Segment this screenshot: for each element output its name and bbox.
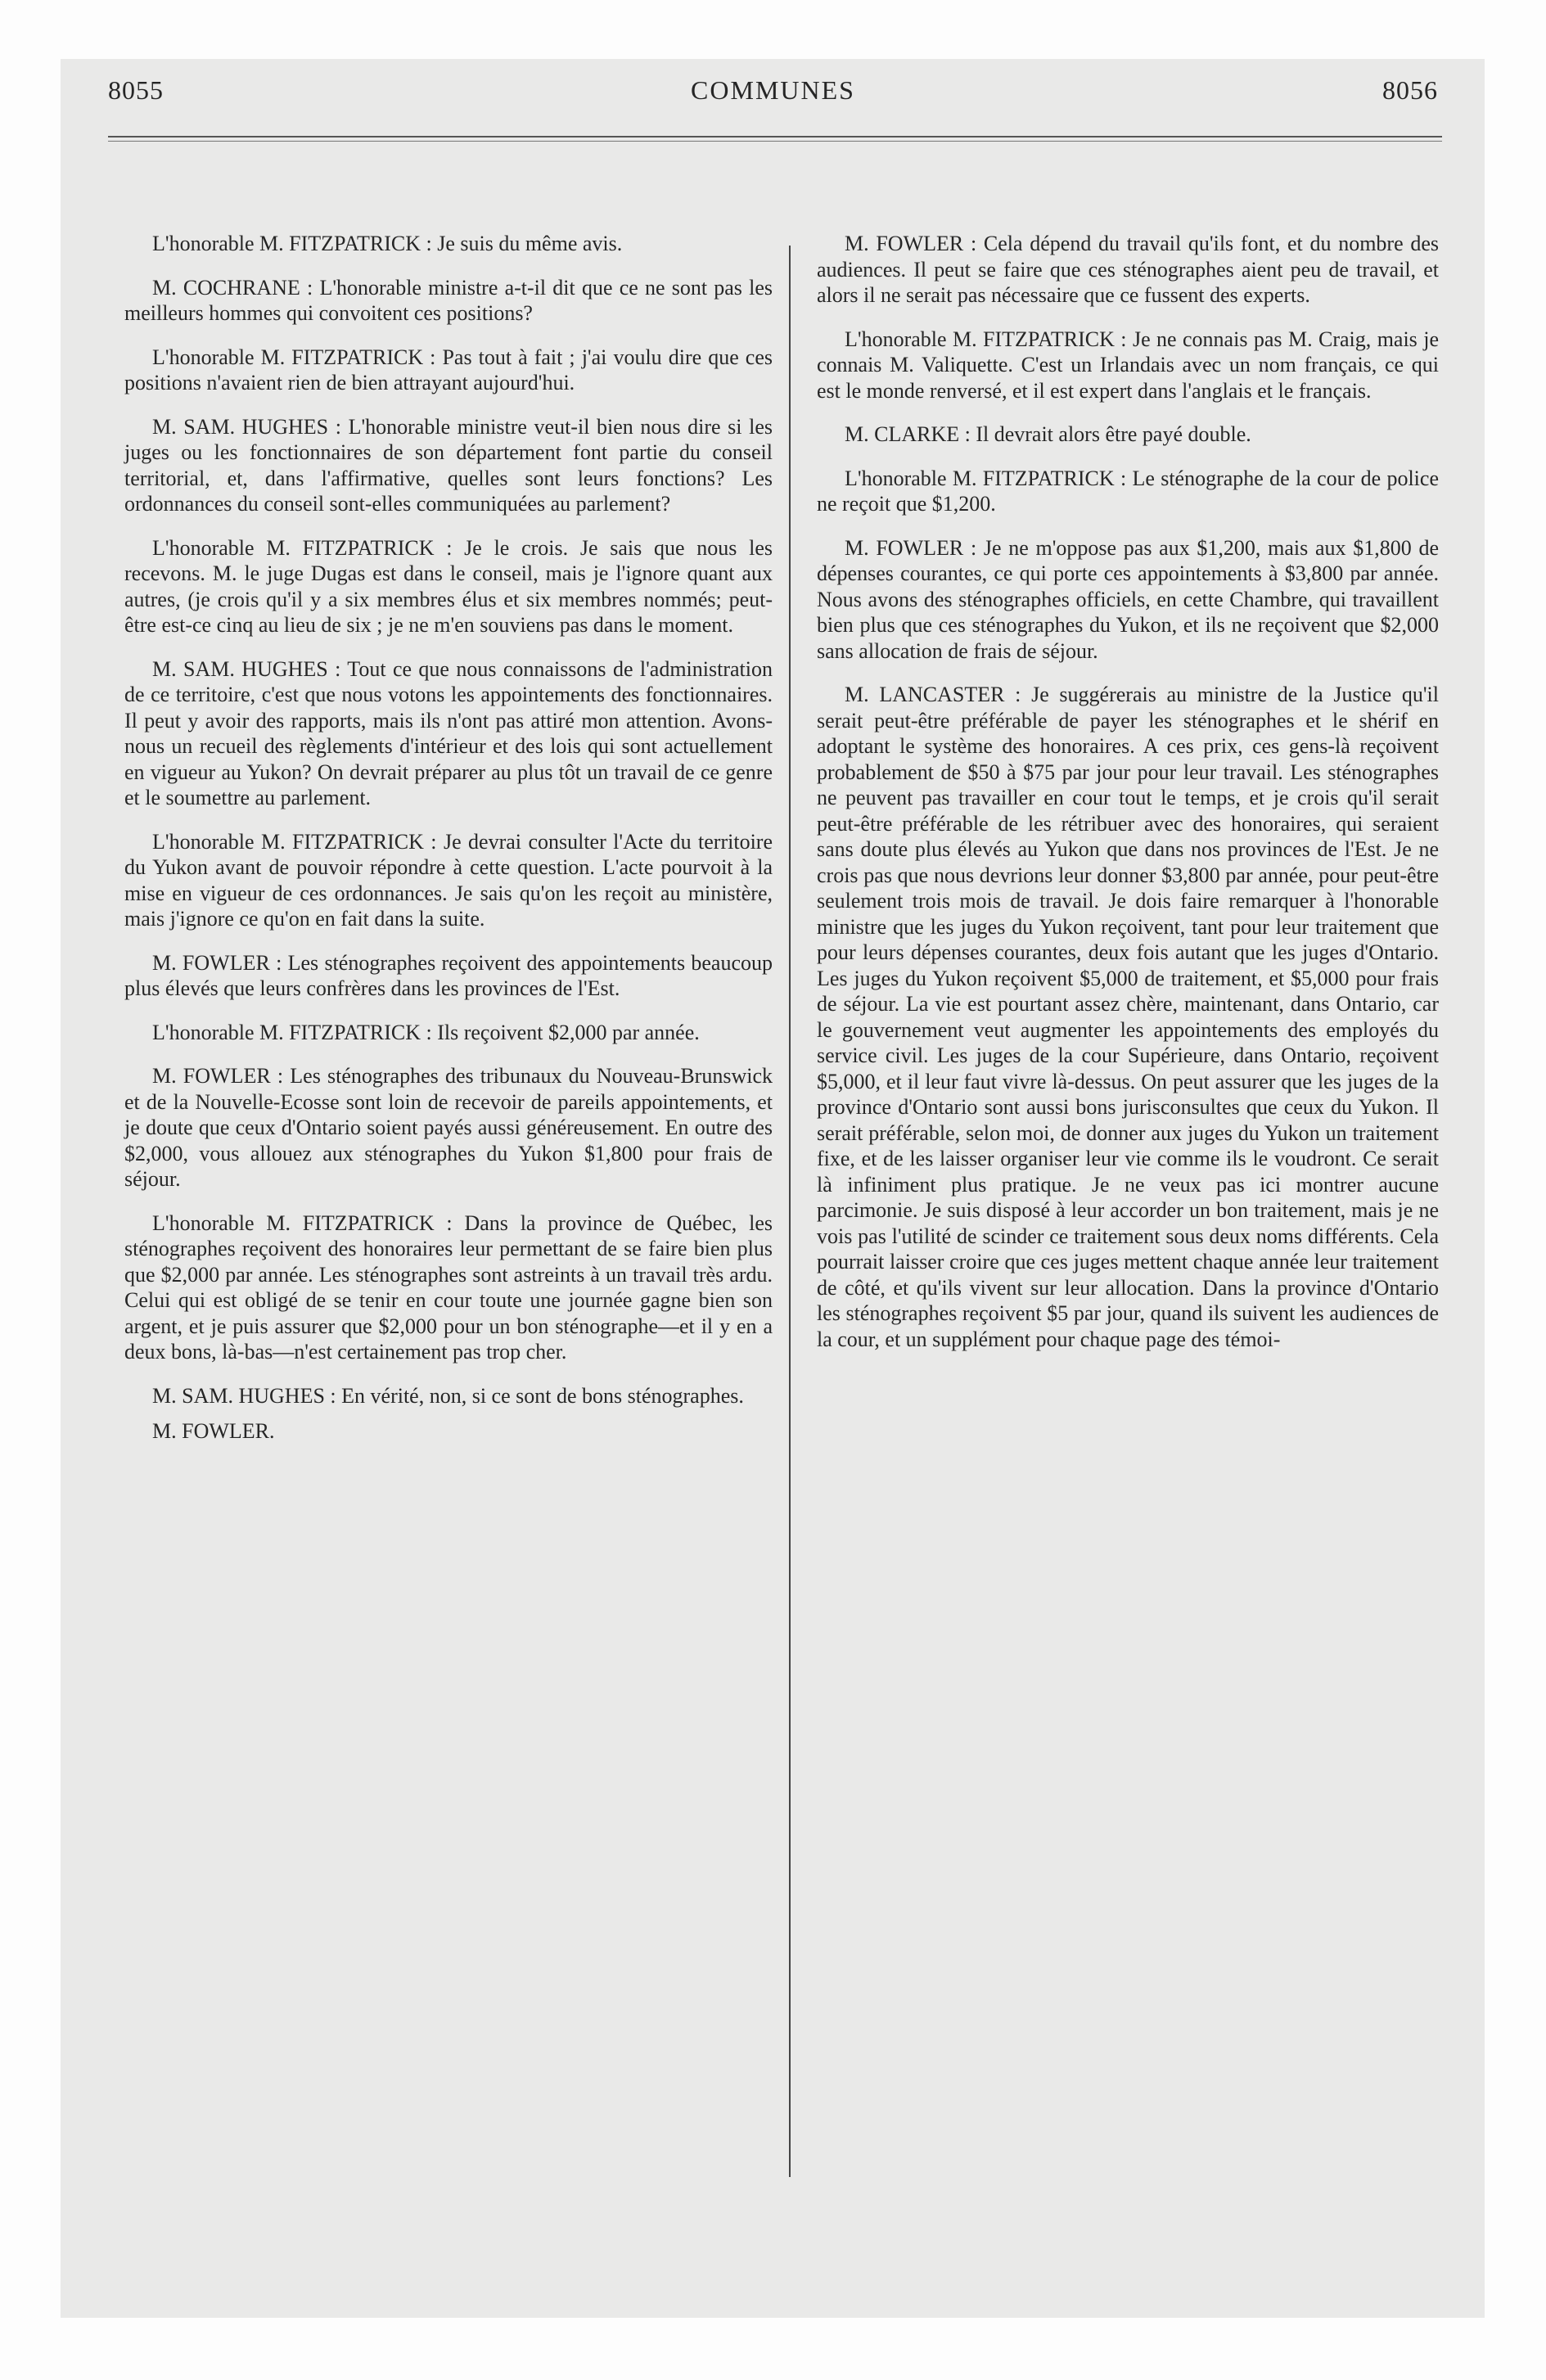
paragraph: L'honorable M. FITZPATRICK : Le sténographe de la cour de police ne reçoit que $1,200. (817, 466, 1439, 516)
paragraph: M. FOWLER : Cela dépend du travail qu'ils font, et du nombre des audiences. Il peut se faire que ces sténographes aient peu de travail, et alors il ne serait pas nécessaire que ce fussent des experts. (817, 232, 1439, 307)
paragraph: L'honorable M. FITZPATRICK : Pas tout à fait ; j'ai voulu dire que ces positions n'avaient rien de bien attrayant aujourd'hui. (124, 345, 773, 394)
speaker-signoff: M. FOWLER. (152, 1419, 275, 1443)
paragraph: L'honorable M. FITZPATRICK : Ils reçoivent $2,000 par année. (152, 1020, 700, 1044)
paragraph: M. LANCASTER : Je suggérerais au ministre de la Justice qu'il serait peut-être préférable de payer les sténographes et le shérif en adoptant le système des honoraires. A ces prix, ces gens-là reçoivent probablement de $50 à $75 par jour pour leur travail. Les sténographes ne peuvent pas travailler en cour tout le temps, et je crois qu'il serait peut-être préférable de les rétribuer avec des honoraires, qui seraient sans doute plus élevés au Yukon que dans nos provinces de l'Est. Je ne crois pas que nous devrions leur donner $3,800 par année, pour peut-être seulement trois mois de travail. Je dois faire remarquer à l'honorable ministre que les juges du Yukon reçoivent, tant pour leur traitement que pour leurs dépenses courantes, deux fois autant que les juges d'Ontario. Les juges du Yukon reçoivent $5,000 de traitement, et $5,000 pour frais de séjour. La vie est pourtant assez chère, maintenant, dans Ontario, car le gouvernement veut augmenter les appointements des employés du service civil. Les juges de la cour Supérieure, dans Ontario, reçoivent $5,000, et il leur faut vivre là-dessus. On peut assurer que les juges de la province d'Ontario sont aussi bons jurisconsultes que ceux du Yukon. Il serait préférable, selon moi, de donner aux juges du Yukon un traitement fixe, et de les laisser organiser leur vie comme ils le voudront. Ce serait là infiniment plus pratique. Je ne veux pas ici montrer aucune parcimonie. Je suis disposé à leur accorder un bon traitement, mais je ne vois pas l'utilité de scinder ce traitement sous deux noms différents. Cela pourrait laisser croire que ces juges mettent chaque année leur traitement de côté, et qu'ils vivent sur leur allocation. Dans la province d'Ontario les sténographes reçoivent $5 par jour, quand ils suivent les audiences de la cour, et un supplément pour chaque page des témoi- (817, 683, 1439, 1351)
header-rule (108, 136, 1442, 137)
header-rule-thin (108, 141, 1442, 142)
paragraph: M. FOWLER : Les sténographes reçoivent des appointements beaucoup plus élevés que leurs confrères dans les provinces de l'Est. (124, 950, 773, 1000)
paragraph: M. SAM. HUGHES : En vérité, non, si ce sont de bons sténographes. (152, 1383, 744, 1408)
paragraph: M. CLARKE : Il devrait alors être payé double. (845, 422, 1251, 446)
paragraph: L'honorable M. FITZPATRICK : Je suis du même avis. (152, 232, 623, 255)
paragraph: M. SAM. HUGHES : L'honorable ministre veut-il bien nous dire si les juges ou les fonctionnaires de son département font partie du conseil territorial, et, dans l'affirmative, quelles sont leurs fonctions? Les ordonnances du conseil sont-elles communiquées au parlement? (124, 414, 773, 516)
paragraph: M. SAM. HUGHES : Tout ce que nous connaissons de l'administration de ce territoire, c'est que nous votons les appointements des fonctionnaires. Il peut y avoir des rapports, mais ils n'ont pas attiré mon attention. Avons-nous un recueil des règlements d'intérieur et des lois qui sont actuellement en vigueur au Yukon? On devrait préparer au plus tôt un travail de ce genre et le soumettre au parlement. (124, 656, 773, 809)
paragraph: L'honorable M. FITZPATRICK : Je ne connais pas M. Craig, mais je connais M. Valiquette. C'est un Irlandais avec un nom français, ce qui est le monde renversé, et il est expert dans l'anglais et le français. (817, 327, 1439, 403)
left-column (124, 231, 773, 1463)
paragraph: M. COCHRANE : L'honorable ministre a-t-il dit que ce ne sont pas les meilleurs hommes qui convoitent ces positions? (124, 275, 773, 325)
page-number-right: 8056 (1382, 75, 1438, 105)
paragraph: L'honorable M. FITZPATRICK : Je le crois. Je sais que nous les recevons. M. le juge Dugas est dans le conseil, mais je l'ignore quant aux autres, (je crois qu'il y a six membres élus et six membres nommés; peut-être est-ce cinq au lieu de six ; je ne m'en souviens pas dans le moment. (124, 535, 773, 637)
page-header (0, 75, 1546, 124)
right-column (817, 231, 1439, 1370)
column-divider (789, 246, 791, 2177)
paragraph: L'honorable M. FITZPATRICK : Je devrai consulter l'Acte du territoire du Yukon avant de pouvoir répondre à cette question. L'acte pourvoit à la mise en vigueur de ces ordonnances. Je sais qu'on les reçoit au ministère, mais j'ignore ce qu'on en fait dans la suite. (124, 829, 773, 931)
paragraph: M. FOWLER : Les sténographes des tribunaux du Nouveau-Brunswick et de la Nouvelle-Ecosse sont loin de recevoir de pareils appointements, et je doute que ceux d'Ontario soient payés aussi généreusement. En outre des $2,000, vous allouez aux sténographes du Yukon $1,800 pour frais de séjour. (124, 1064, 773, 1191)
paragraph: M. FOWLER : Je ne m'oppose pas aux $1,200, mais aux $1,800 de dépenses courantes, ce qui porte ces appointements à $3,800 par année. Nous avons des sténographes officiels, en cette Chambre, qui travaillent bien plus que ces sténographes du Yukon, et ils ne reçoivent que $2,000 sans allocation de frais de séjour. (817, 535, 1439, 663)
page-number-left: 8055 (108, 75, 164, 105)
page-title: COMMUNES (691, 75, 855, 105)
paragraph: L'honorable M. FITZPATRICK : Dans la province de Québec, les sténographes reçoivent des honoraires leur permettant de se faire bien plus que $2,000 par année. Les sténographes sont astreints à un travail très ardu. Celui qui est obligé de se tenir en cour toute une journée gagne bien son argent, et je puis assurer que $2,000 pour un bon sténographe—et il y en a deux bons, là-bas—n'est certainement pas trop cher. (124, 1210, 773, 1364)
